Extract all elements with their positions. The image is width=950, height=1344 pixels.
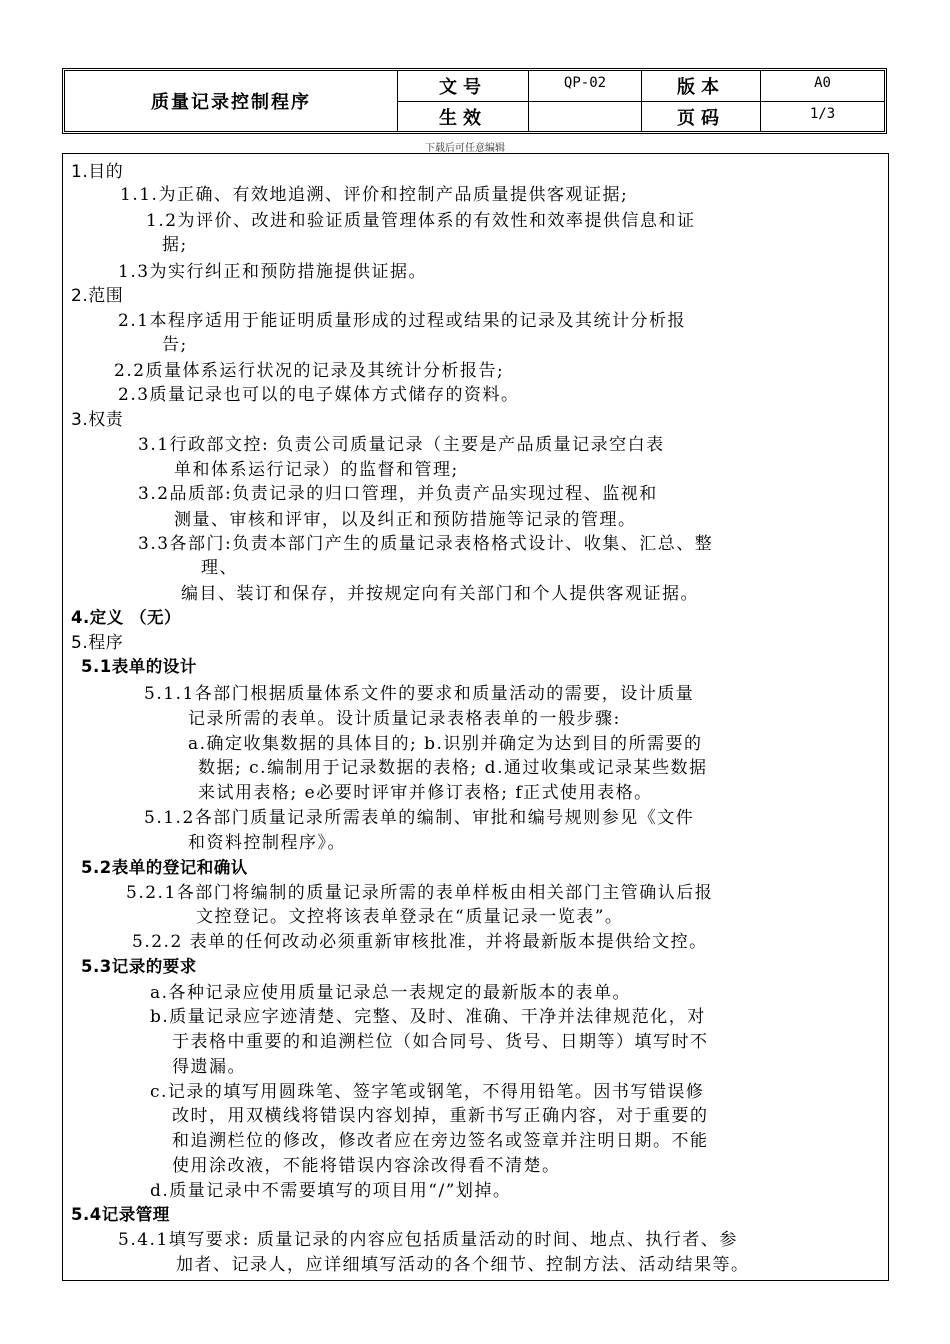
section-heading: 3.权责 <box>71 410 124 430</box>
body-line: a.确定收集数据的具体目的; b.识别并确定为达到目的所需要的 <box>188 734 703 754</box>
section-heading: 1.目的 <box>71 162 124 182</box>
subsection-heading: 5.3记录的要求 <box>81 957 197 976</box>
effective-label: 生效 <box>398 102 529 131</box>
body-line: 加者、记录人，应详细填写活动的各个细节、控制方法、活动结果等。 <box>176 1255 750 1275</box>
body-line: 2.3质量记录也可以的电子媒体方式储存的资料。 <box>118 385 520 405</box>
body-line: 和资料控制程序》。 <box>188 833 346 853</box>
version-value: A0 <box>761 71 884 102</box>
body-line: 2.1本程序适用于能证明质量形成的过程或结果的记录及其统计分析报 <box>118 311 687 331</box>
body-line: 5.2.2 表单的任何改动必须重新审核批准，并将最新版本提供给文控。 <box>132 932 708 952</box>
page-value: 1/3 <box>809 106 836 122</box>
body-line: 3.1行政部文控: 负责公司质量记录（主要是产品质量记录空白表 <box>138 435 665 455</box>
section-heading: 5.程序 <box>71 633 124 653</box>
body-line: 5.2.1各部门将编制的质量记录所需的表单样板由相关部门主管确认后报 <box>126 883 714 903</box>
body-line: 3.2品质部:负责记录的归口管理，并负责产品实现过程、监视和 <box>138 484 658 504</box>
doc-no-value: QP-02 <box>529 71 642 102</box>
version-label: 版本 <box>642 71 761 102</box>
body-line: 数据; c.编制用于记录数据的表格; d.通过收集或记录某些数据 <box>198 758 708 778</box>
body-line: d.质量记录中不需要填写的项目用“/”划掉。 <box>150 1181 512 1201</box>
body-line: 改时，用双横线将错误内容划掉，重新书写正确内容，对于重要的 <box>172 1106 709 1126</box>
subsection-heading: 5.4记录管理 <box>71 1205 170 1224</box>
body-line: 据; <box>162 235 188 255</box>
body-line: 使用涂改液，不能将错误内容涂改得看不清楚。 <box>172 1156 561 1176</box>
page-label: 页码 <box>642 102 761 131</box>
body-line: 得遗漏。 <box>172 1057 246 1077</box>
body-line: 单和体系运行记录）的监督和管理; <box>174 460 459 480</box>
body-line: 5.1.2各部门质量记录所需表单的编制、审批和编号规则参见《文件 <box>144 808 695 828</box>
body-line: 文控登记。文控将该表单登录在“质量记录一览表”。 <box>196 907 624 927</box>
body-line: 测量、审核和评审，以及纠正和预防措施等记录的管理。 <box>174 510 637 530</box>
body-line: 1.3为实行纠正和预防措施提供证据。 <box>118 262 428 282</box>
section-heading: 2.范围 <box>71 286 124 306</box>
body-line: 5.4.1填写要求: 质量记录的内容应包括质量活动的时间、地点、执行者、参 <box>118 1230 738 1250</box>
body-line: 来试用表格; e必要时评审并修订表格; f正式使用表格。 <box>198 783 653 803</box>
subsection-heading: 5.1表单的设计 <box>81 657 197 676</box>
section-heading: 4.定义 （无） <box>71 608 181 627</box>
body-line: 告; <box>162 335 188 355</box>
document-title: 质量记录控制程序 <box>65 71 398 131</box>
body-line: 1.1.为正确、有效地追溯、评价和控制产品质量提供客观证据; <box>120 185 629 205</box>
body-line: 和追溯栏位的修改，修改者应在旁边签名或签章并注明日期。不能 <box>172 1131 709 1151</box>
body-line: 1.2为评价、改进和验证质量管理体系的有效性和效率提供信息和证 <box>146 211 696 231</box>
body-line: 2.2质量体系运行状况的记录及其统计分析报告; <box>114 361 505 381</box>
body-line: c.记录的填写用圆珠笔、签字笔或钢笔，不得用铅笔。因书写错误修 <box>150 1082 705 1102</box>
body-line: 于表格中重要的和追溯栏位（如合同号、货号、日期等）填写时不 <box>172 1032 709 1052</box>
body-line: 理、 <box>201 558 238 578</box>
body-line: 5.1.1各部门根据质量体系文件的要求和质量活动的需要，设计质量 <box>144 684 695 704</box>
body-line: b.质量记录应字迹清楚、完整、及时、准确、干净并法律规范化，对 <box>150 1007 706 1027</box>
document-body <box>62 153 889 1281</box>
doc-no-label: 文号 <box>398 71 529 102</box>
download-note: 下载后可任意编辑 <box>425 143 505 154</box>
subsection-heading: 5.2表单的登记和确认 <box>81 858 248 877</box>
body-line: 3.3各部门:负责本部门产生的质量记录表格格式设计、收集、汇总、整 <box>138 534 714 554</box>
effective-value <box>529 102 642 131</box>
body-line: 编目、装订和保存，并按规定向有关部门和个人提供客观证据。 <box>181 584 699 604</box>
body-line: a.各种记录应使用质量记录总一表规定的最新版本的表单。 <box>150 983 632 1003</box>
body-line: 记录所需的表单。设计质量记录表格表单的一般步骤: <box>188 709 621 729</box>
document-header-table <box>62 68 887 134</box>
